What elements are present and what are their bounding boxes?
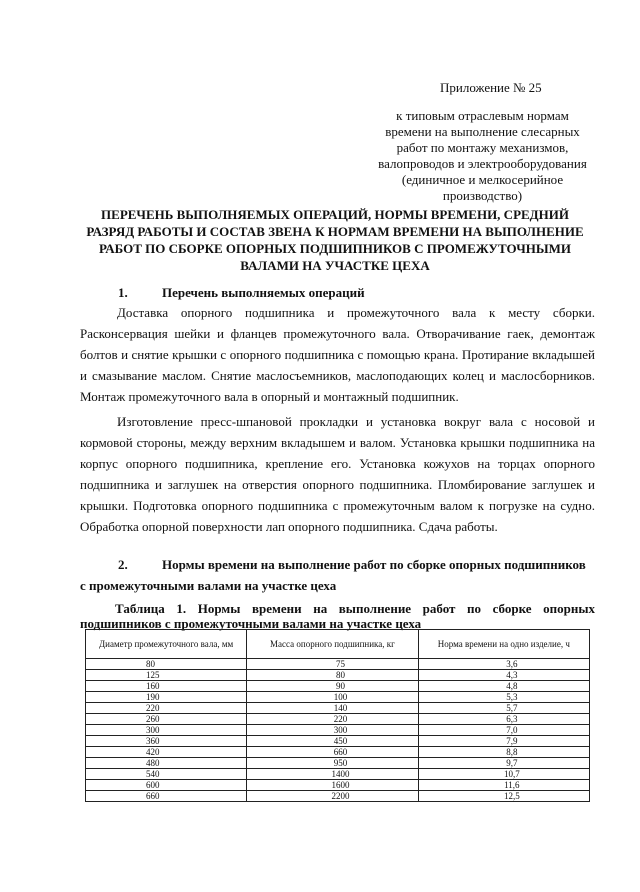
time-norm-cell: 8,8 — [418, 747, 589, 758]
mass-cell: 90 — [247, 681, 418, 692]
table-row — [86, 791, 590, 802]
title-line: РАБОТ ПО СБОРКЕ ОПОРНЫХ ПОДШИПНИКОВ С ПРОМЕЖУТОЧНЫМИ — [98, 241, 572, 256]
table-row — [86, 736, 590, 747]
table-title — [80, 601, 595, 631]
diameter-cell: 600 — [86, 780, 247, 791]
mass-cell: 220 — [247, 714, 418, 725]
mass-cell: 300 — [247, 725, 418, 736]
paragraph: Доставка опорного подшипника и промежуточного вала к месту сборки. Расконсервация шейки и фланцев промежуточного вала. Отворачивание гаек, демонтаж болтов и снятие крышки с опорного подшипника с помощью крана. Протирание вкладышей и смазывание маслом. Снятие маслосъемников, маслоподающих колец и маслосборников. Монтаж промежуточного вала в опорный и монтажный подшипник. — [80, 305, 595, 404]
section-number: 1. — [118, 285, 128, 300]
diameter-cell: 160 — [86, 681, 247, 692]
table-row — [86, 747, 590, 758]
time-norm-cell: 11,6 — [418, 780, 589, 791]
mass-cell: 75 — [247, 659, 418, 670]
diameter-cell: 190 — [86, 692, 247, 703]
mass-cell: 1600 — [247, 780, 418, 791]
time-norm-cell: 5,3 — [418, 692, 589, 703]
diameter-cell: 420 — [86, 747, 247, 758]
title-line: ПЕРЕЧЕНЬ ВЫПОЛНЯЕМЫХ ОПЕРАЦИЙ, НОРМЫ ВРЕМЕНИ, СРЕДНИЙ — [101, 207, 569, 222]
table-header-row — [86, 630, 590, 659]
time-norm-cell: 4,8 — [418, 681, 589, 692]
diameter-cell: 80 — [86, 659, 247, 670]
time-norm-cell: 10,7 — [418, 769, 589, 780]
title-line: РАЗРЯД РАБОТЫ И СОСТАВ ЗВЕНА К НОРМАМ ВРЕМЕНИ НА ВЫПОЛНЕНИЕ — [86, 224, 584, 239]
table-row — [86, 692, 590, 703]
diameter-cell: 360 — [86, 736, 247, 747]
diameter-cell: 260 — [86, 714, 247, 725]
column-header: Норма времени на одно изделие, ч — [418, 630, 589, 659]
table-row — [86, 703, 590, 714]
table-row — [86, 714, 590, 725]
section-2-heading — [80, 556, 595, 594]
table-row — [86, 681, 590, 692]
section-2-heading-line — [80, 556, 595, 573]
appendix-subtitle-line: работ по монтажу механизмов, — [396, 140, 569, 155]
column-header: Диаметр промежуточного вала, мм — [86, 630, 247, 659]
table-row — [86, 670, 590, 681]
mass-cell: 1400 — [247, 769, 418, 780]
appendix-subtitle-line: производство) — [442, 188, 523, 203]
diameter-cell: 480 — [86, 758, 247, 769]
diameter-cell: 300 — [86, 725, 247, 736]
table-row — [86, 659, 590, 670]
diameter-cell: 125 — [86, 670, 247, 681]
table-title-text: Таблица 1. Нормы времени на выполнение работ по сборке опорных подшипников с промежуточными валами на участке цеха — [80, 601, 595, 631]
table-row — [86, 780, 590, 791]
document-title — [80, 206, 590, 274]
time-norm-cell: 5,7 — [418, 703, 589, 714]
section-title: Нормы времени на выполнение работ по сборке опорных подшипников — [162, 557, 586, 572]
mass-cell: 660 — [247, 747, 418, 758]
time-norm-cell: 7,0 — [418, 725, 589, 736]
mass-cell: 100 — [247, 692, 418, 703]
section-number: 2. — [118, 557, 128, 572]
mass-cell: 80 — [247, 670, 418, 681]
time-norm-cell: 3,6 — [418, 659, 589, 670]
table-row — [86, 769, 590, 780]
section-1-heading — [118, 284, 365, 301]
appendix-subtitle-line: валопроводов и электрооборудования — [378, 156, 587, 171]
time-norm-cell: 12,5 — [418, 791, 589, 802]
paragraph: Изготовление пресс-шпановой прокладки и установка вокруг вала с носовой и кормовой стороны, между верхним вкладышем и валом. Установка крышки подшипника на корпус опорного подшипника, крепление его. Установка кожухов на торцах опорного подшипника и заглушек на отверстия опорного подшипника. Пломбирование заглушек и крышки. Подготовка опорного подшипника с промежуточным валом к погрузке на судно. Обработка опорной поверхности лап опорного подшипника. Сдача работы. — [80, 414, 595, 534]
table-row — [86, 758, 590, 769]
time-norm-cell: 9,7 — [418, 758, 589, 769]
diameter-cell: 220 — [86, 703, 247, 714]
diameter-cell: 540 — [86, 769, 247, 780]
time-norm-cell: 7,9 — [418, 736, 589, 747]
mass-cell: 450 — [247, 736, 418, 747]
section-1-body — [80, 302, 595, 537]
table-row — [86, 725, 590, 736]
column-header: Масса опорного подшипника, кг — [247, 630, 418, 659]
time-norm-cell: 6,3 — [418, 714, 589, 725]
appendix-subtitle-line: времени на выполнение слесарных — [385, 124, 580, 139]
mass-cell: 140 — [247, 703, 418, 714]
time-norm-cell: 4,3 — [418, 670, 589, 681]
appendix-subtitle — [360, 108, 605, 204]
diameter-cell: 660 — [86, 791, 247, 802]
appendix-number: Приложение № 25 — [440, 80, 542, 95]
section-title: Перечень выполняемых операций — [162, 285, 365, 300]
section-2-heading-line: с промежуточными валами на участке цеха — [80, 578, 337, 593]
title-line: ВАЛАМИ НА УЧАСТКЕ ЦЕХА — [240, 258, 430, 273]
mass-cell: 2200 — [247, 791, 418, 802]
mass-cell: 950 — [247, 758, 418, 769]
appendix-subtitle-line: к типовым отраслевым нормам — [396, 108, 569, 123]
appendix-subtitle-line: (единичное и мелкосерийное — [401, 172, 564, 187]
norms-table — [85, 629, 590, 802]
